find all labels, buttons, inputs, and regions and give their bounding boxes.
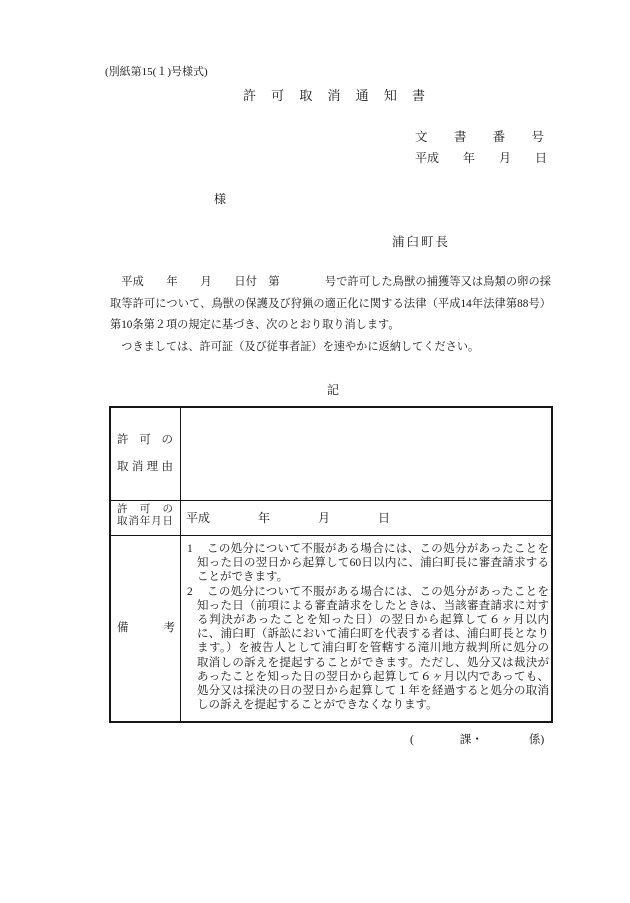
details-table [109,406,553,723]
ki-heading: 記 [327,383,340,397]
addressee-suffix: 様 [214,192,227,206]
cancel-reason-cell [181,408,551,500]
remark-line: 知った日（前項による審査請求をしたときは、当該審査請求に対す [197,599,549,612]
remark-item [187,585,549,599]
remark-line: ます。）を被告人として浦臼町を管轄する滝川地方裁判所に処分の [197,642,549,655]
row-divider [111,500,551,501]
remark-line: 知った日の翌日から起算して60日以内に、浦臼町長に審査請求する [197,557,549,570]
remarks-notes [187,542,549,712]
remark-line: る判決があったことを知った日）の翌日から起算して６ヶ月以内 [197,613,549,626]
body-line: 第10条第２項の規定に基づき、次のとおり取り消します。 [110,319,400,332]
remark-line: ことができます。 [197,571,289,584]
document-title: 許可取消通知書 [243,88,425,103]
reason-label-line: 取消理由 [117,461,173,473]
remark-line: 処分又は採決の日の翌日から起算して１年を経過すると処分の取消 [197,684,549,697]
cancel-date-label-line: 取消年月日 [117,516,173,527]
remark-line: あったことを知った日の翌日から起算して６ヶ月以内であっても、 [197,670,549,683]
body-line: つきましては、許可証（及び従事者証）を速やかに返納してください。 [110,341,480,354]
issue-date: 平成 年 月 日 [415,151,548,165]
remark-line: に、浦臼町（訴訟において浦臼町を代表する者は、浦臼町長となり [197,628,549,641]
row-divider [111,535,551,536]
remark-number: 1 [187,543,193,555]
department-section: ( 課・ 係) [410,734,545,746]
remark-line: しの訴えを提起することができなくなります。 [197,699,438,712]
reason-label-line: 許可の [117,434,173,446]
remark-line: 取消しの訴えを提起することができます。ただし、処分又は裁決が [197,656,549,669]
remark-number: 2 [187,585,193,598]
body-line: 取等許可について、鳥獣の保護及び狩猟の適正化に関する法律（平成14年法律第88号） [110,297,551,310]
form-number: (別紙第15(１)号様式) [105,66,208,78]
remark-item [187,542,549,556]
body-line: 平成 年 月 日付 第 号で許可した鳥獣の捕獲等又は鳥類の卵の採 [110,276,551,288]
remark-line: この処分について不服がある場合には、この処分があったことを [207,585,549,598]
remarks-label: 備考 [117,622,175,634]
remark-line: この処分について不服がある場合には、この処分があったことを [207,543,549,555]
cancel-date-label-line: 許可の [117,504,173,515]
cancel-date-value: 平成 年 月 日 [186,511,391,525]
issuer-name: 浦臼町長 [392,235,448,249]
notice-body [110,272,551,359]
document-number-label: 文書番号 [415,130,544,144]
